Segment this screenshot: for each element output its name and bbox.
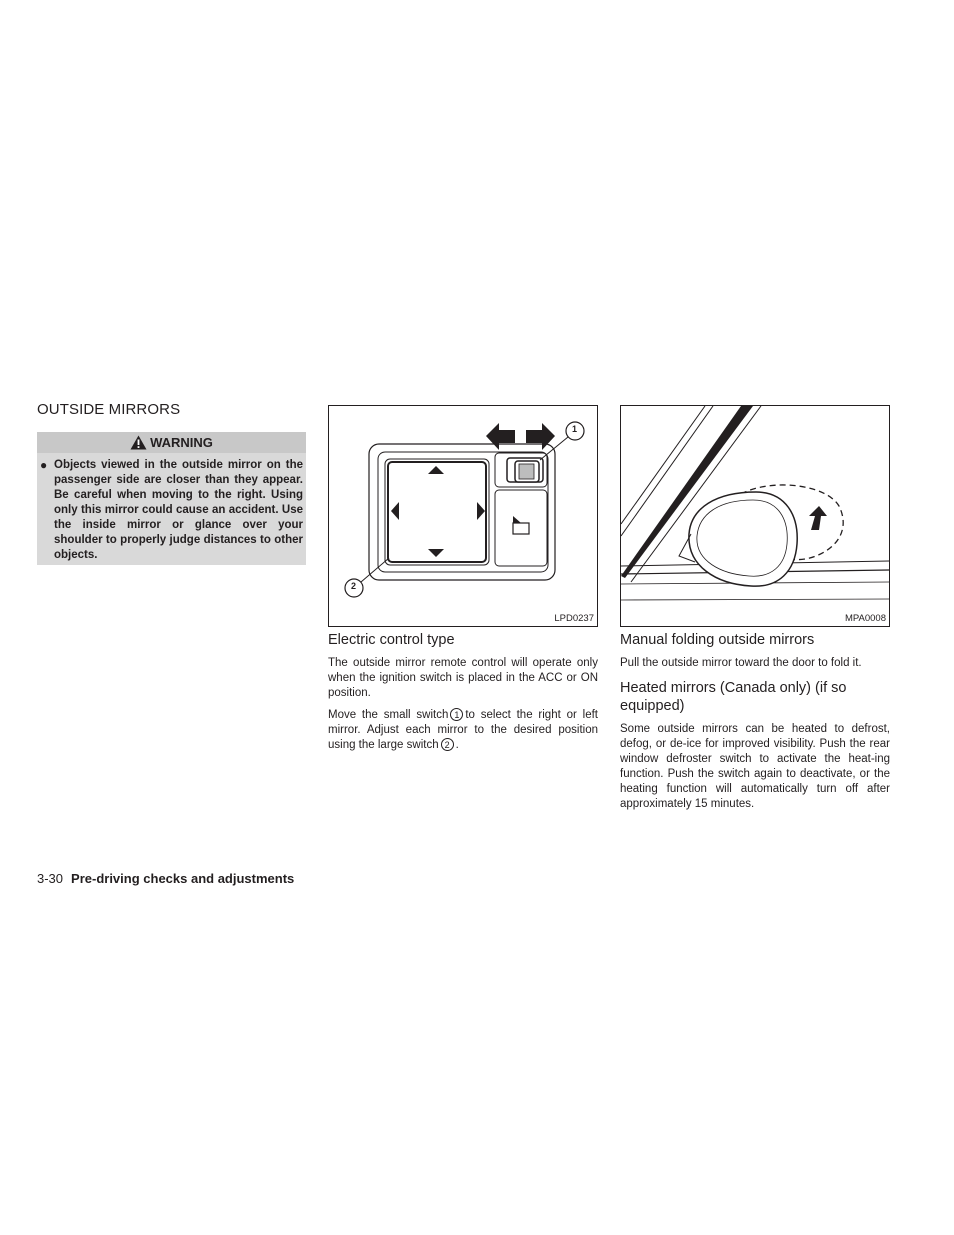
figure-mirror-control-switch [328,405,598,627]
electric-control-para-1: The outside mirror remote control will operate only when the ignition switch is placed in the ACC or ON position. [328,657,598,699]
warning-triangle-icon [130,435,147,450]
page-number: 3-30 [37,871,64,886]
warning-box [37,432,306,565]
electric-control-para-2 [328,708,598,753]
callout-2-inline: 2 [441,738,454,751]
bullet-icon: ● [40,458,48,472]
warning-header [37,432,306,453]
manual-folding-para: Pull the outside mirror toward the door to fold it. [620,657,862,669]
callout-1-inline: 1 [450,708,463,721]
page-footer [37,871,294,886]
manual-folding-heading: Manual folding outside mirrors [620,632,815,648]
heated-mirrors-para: Some outside mirrors can be heated to defrost, defog, or de-ice for improved visibility. Push the rear window defroster switch to activate the heat-ing function. Push the switch again to deactivate, or the heating function will automatically turn off after approximately 15 minutes. [620,723,890,810]
para2-text-c: . [455,739,459,751]
para2-text-b: to select the right or left mirror. Adjust each mirror to the desired position using the large switch [328,709,598,751]
folding-mirror-illustration [621,406,889,626]
figure-folding-mirror [620,405,890,627]
mirror-switch-illustration [329,406,597,626]
section-title: OUTSIDE MIRRORS [37,401,181,418]
chapter-title: Pre-driving checks and adjustments [71,871,295,886]
figure-code: MPA0008 [844,613,886,624]
para2-text-a: Move the small switch [328,709,449,721]
callout-2-label: 2 [351,581,357,591]
warning-text: Objects viewed in the outside mirror on the passenger side are closer than they appear. Be careful when moving to the right. Using only this mirror could cause an accident. Use the inside mirror or glance over your shoulder to properly judge distances to other objects. [54,459,303,561]
heated-mirrors-heading: Heated mirrors (Canada only) (if so equipped) [620,680,847,714]
electric-control-heading: Electric control type [328,632,455,648]
warning-text-block [37,453,306,563]
callout-1-label: 1 [572,424,578,434]
warning-heading: WARNING [150,435,213,450]
figure-code: LPD0237 [554,613,594,624]
